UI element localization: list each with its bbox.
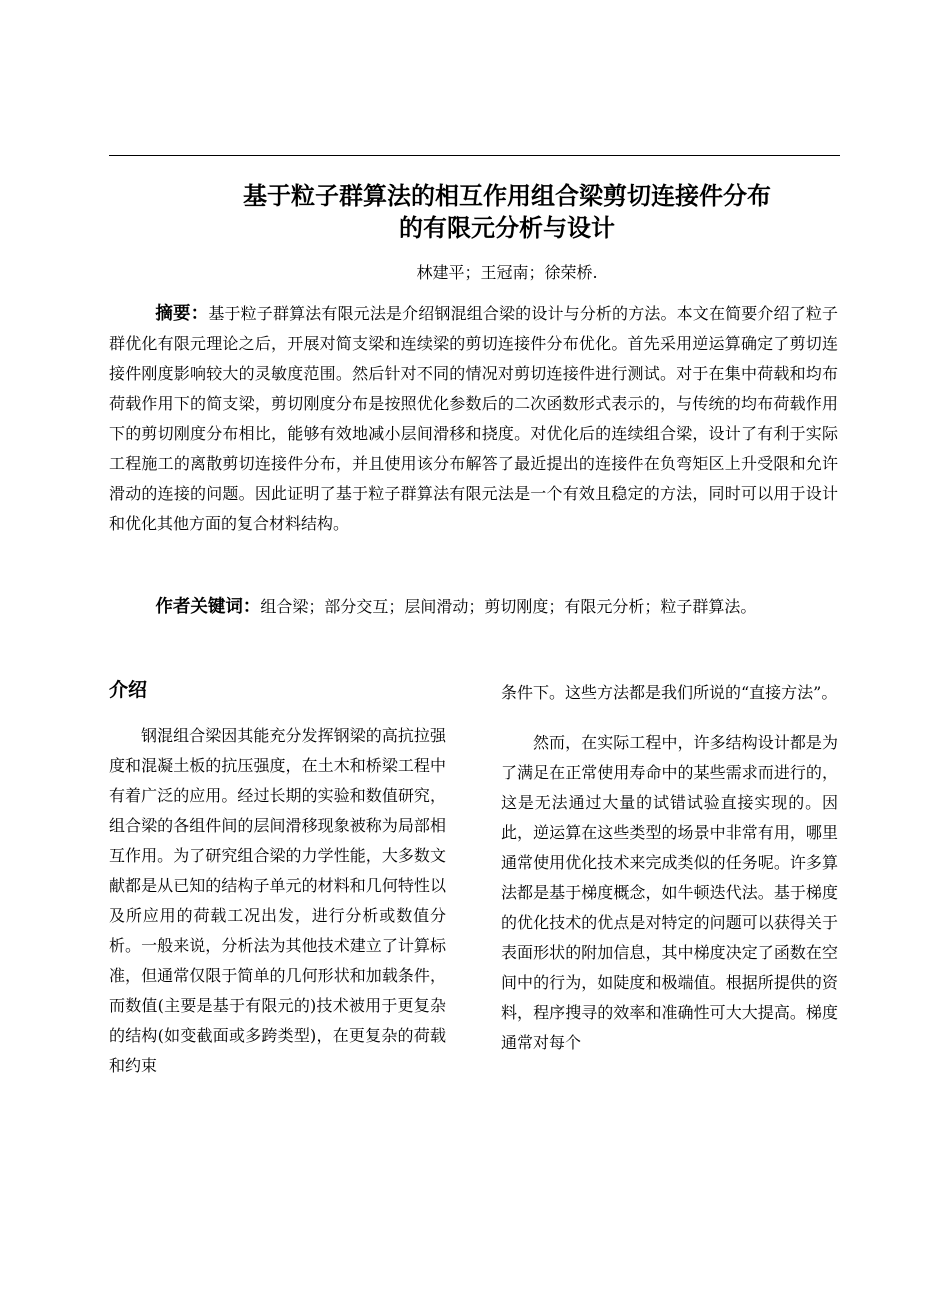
title-line-2: 的有限元分析与设计 <box>399 214 615 242</box>
right-column <box>501 678 838 1058</box>
keywords-text: 组合梁；部分交互；层间滑动；剪切刚度；有限元分析；粒子群算法。 <box>260 597 757 616</box>
keywords <box>109 592 838 622</box>
intro-paragraph-1: 钢混组合梁因其能充分发挥钢梁的高抗拉强度和混凝土板的抗压强度，在土木和桥梁工程中有着广泛的应用。经过长期的实验和数值研究，组合梁的各组件间的层间滑移现象被称为局部相互作用。为了研究组合梁的力学性能，大多数文献都是从已知的结构子单元的材料和几何特性以及所应用的荷载工况出发，进行分析或数值分析。一般来说，分析法为其他技术建立了计算标准，但通常仅限于简单的几何形状和加载条件，而数值(主要是基于有限元的)技术被用于更复杂的结构(如变截面或多跨类型)，在更复杂的荷载和约束 <box>109 726 446 1075</box>
paper-title <box>109 180 905 244</box>
author-list: 林建平；王冠南；徐荣桥. <box>416 263 598 282</box>
section-heading-introduction: 介绍 <box>109 679 148 701</box>
abstract-text: 基于粒子群算法有限元法是介绍钢混组合梁的设计与分析的方法。本文在简要介绍了粒子群优化有限元理论之后，开展对简支梁和连续梁的剪切连接件分布优化。首先采用逆运算确定了剪切连接件刚度影响较大的灵敏度范围。然后针对不同的情况对剪切连接件进行测试。对于在集中荷载和均布荷载作用下的简支梁，剪切刚度分布是按照优化参数后的二次函数形式表示的，与传统的均布荷载作用下的剪切刚度分布相比，能够有效地减小层间滑移和挠度。对优化后的连续组合梁，设计了有利于实际工程施工的离散剪切连接件分布，并且使用该分布解答了最近提出的连接件在负弯矩区上升受限和允许滑动的连接的问题。因此证明了基于粒子群算法有限元法是一个有效且稳定的方法，同时可以用于设计和优化其他方面的复合材料结构。 <box>109 304 838 533</box>
abstract-label: 摘要： <box>155 304 209 324</box>
abstract <box>109 299 838 539</box>
left-column <box>109 675 446 1081</box>
keywords-label: 作者关键词： <box>155 597 261 617</box>
intro-paragraph-1-continued: 条件下。这些方法都是我们所说的“直接方法”。 <box>501 683 838 702</box>
intro-paragraph-2: 然而，在实际工程中，许多结构设计都是为了满足在正常使用寿命中的某些需求而进行的，这是无法通过大量的试错试验直接实现的。因此，逆运算在这些类型的场景中非常有用，哪里通常使用优化技术来完成类似的任务呢。许多算法都是基于梯度概念，如牛顿迭代法。基于梯度的优化技术的优点是对特定的问题可以获得关于表面形状的附加信息，其中梯度决定了函数在空间中的行为，如陡度和极端值。根据所提供的资料，程序搜寻的效率和准确性可大大提高。梯度通常对每个 <box>501 733 838 1052</box>
title-line-1: 基于粒子群算法的相互作用组合梁剪切连接件分布 <box>243 182 771 210</box>
header-rule <box>109 155 840 156</box>
